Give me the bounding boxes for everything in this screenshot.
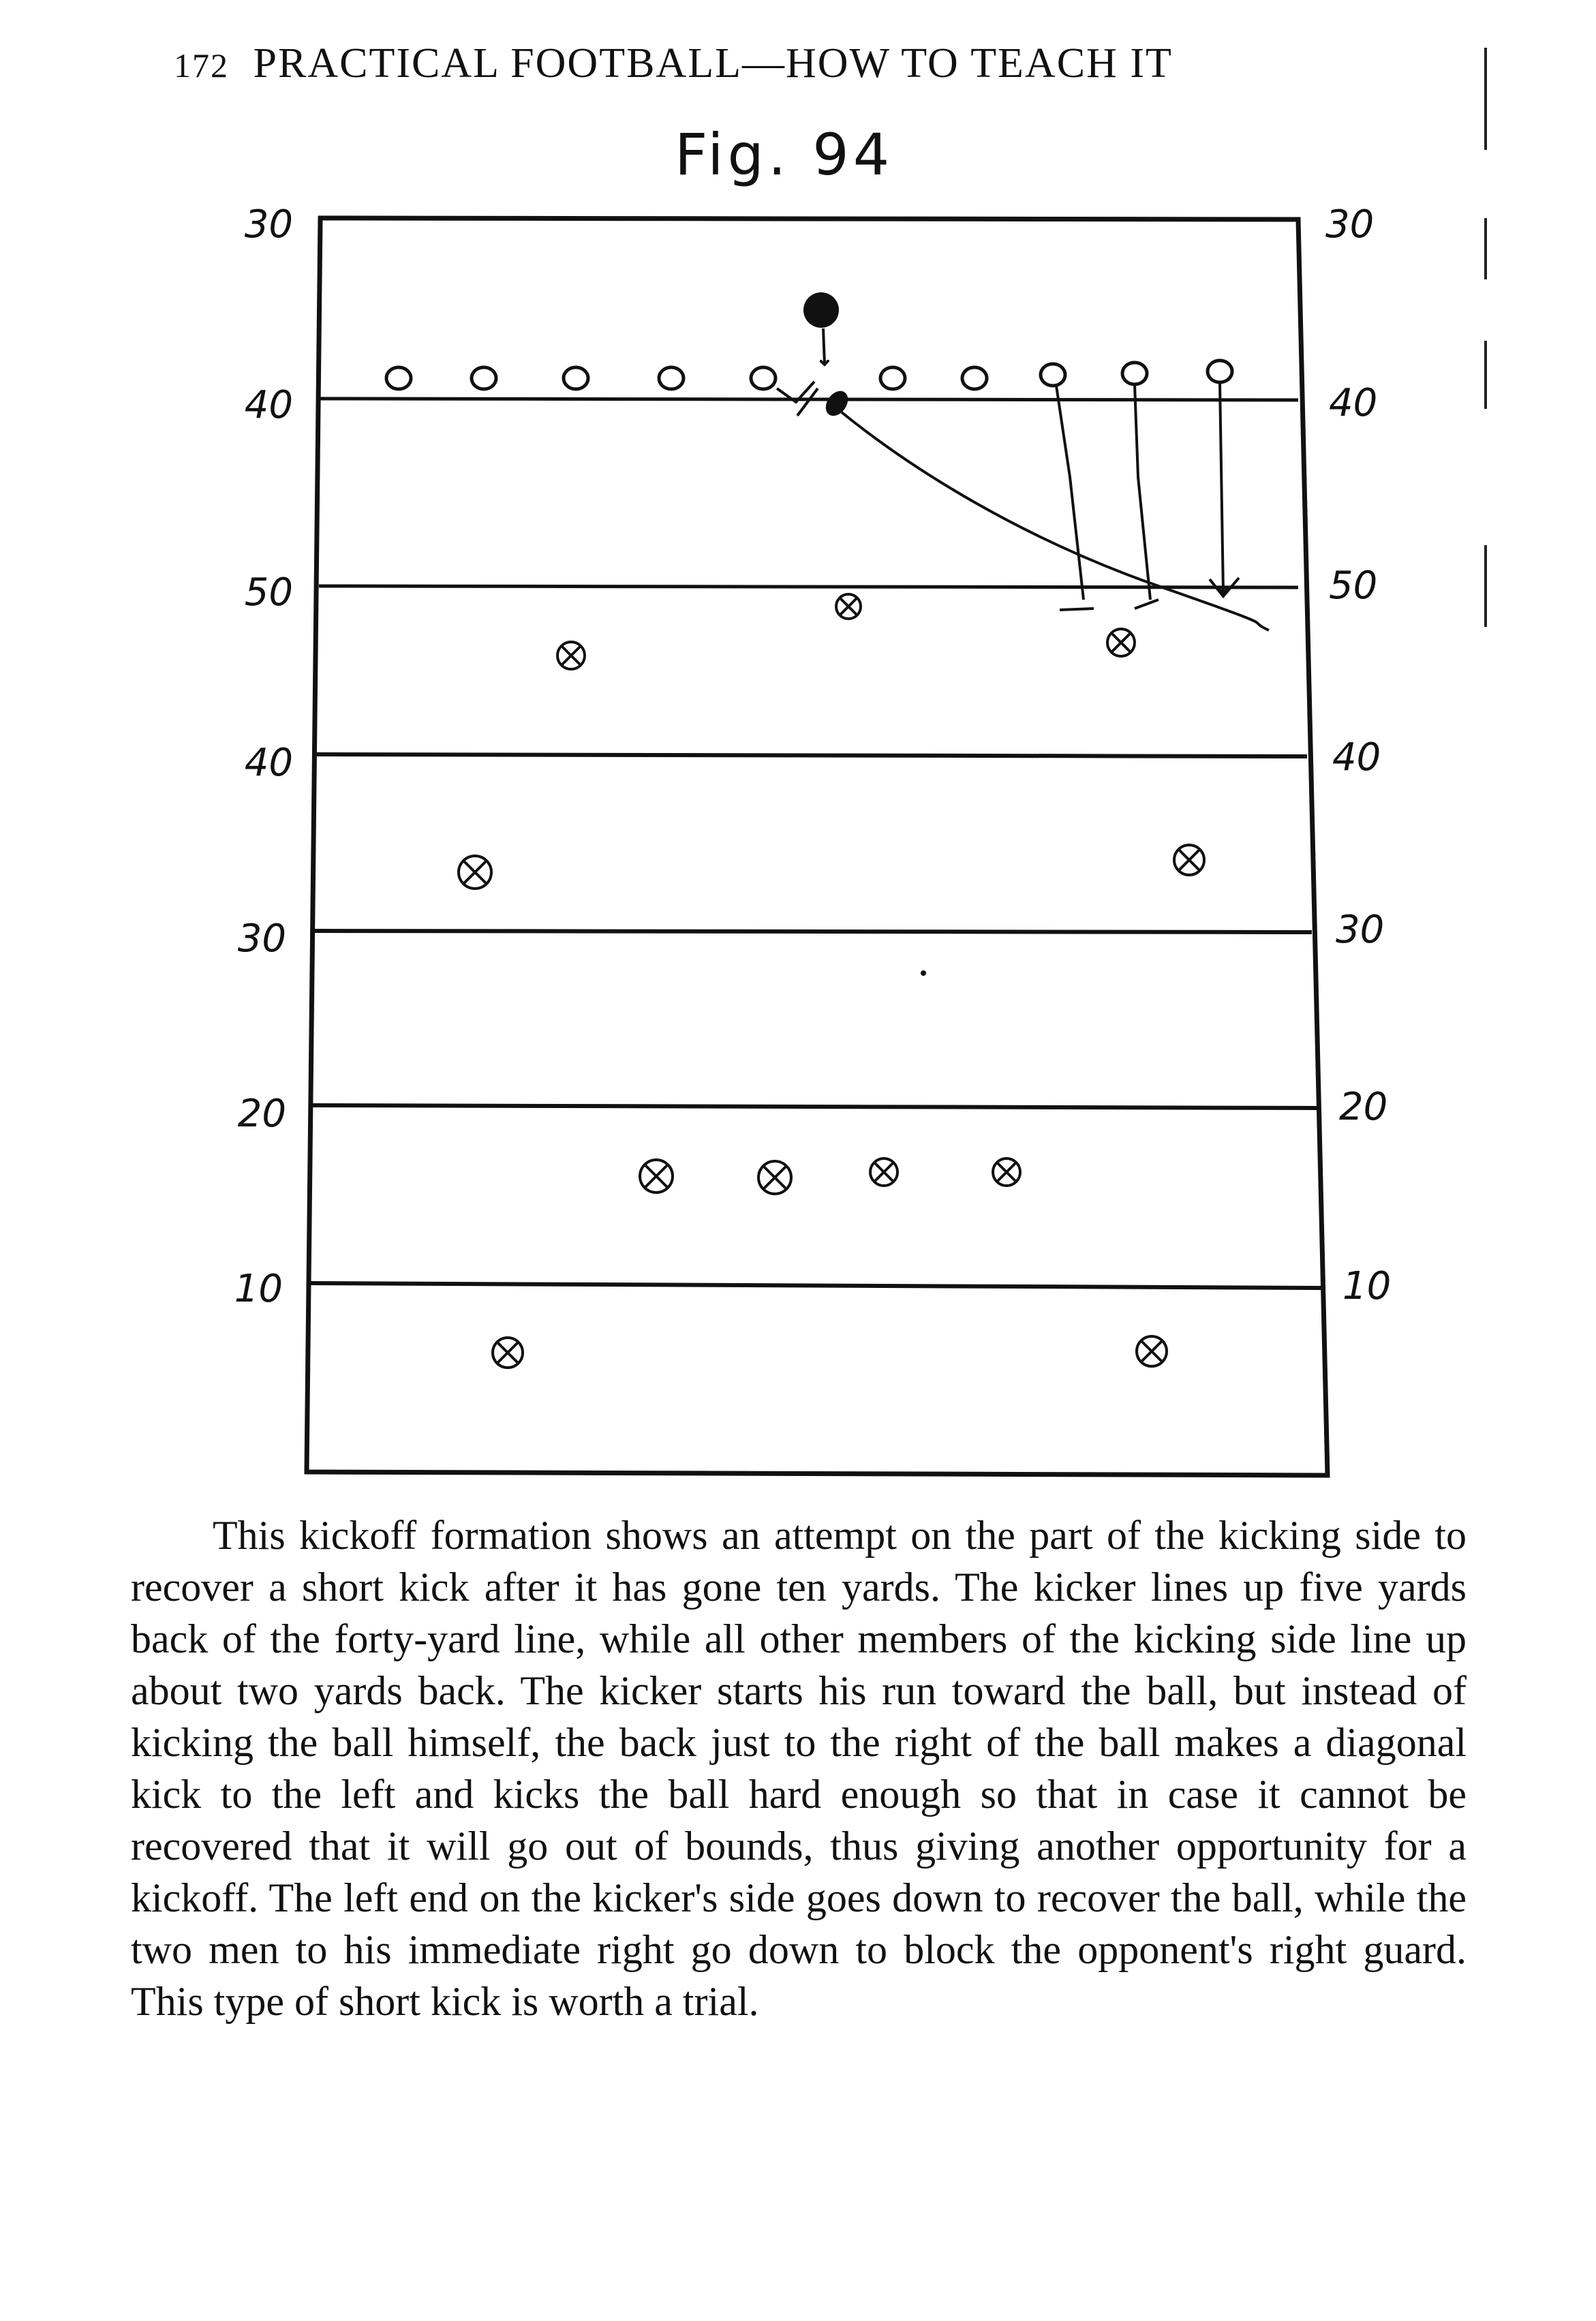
margin-rule	[1484, 218, 1487, 279]
margin-rule	[1484, 545, 1487, 627]
receiving-player	[459, 856, 491, 889]
yard-label-left: 10	[234, 1267, 283, 1311]
yard-line-40-bottom	[317, 754, 1307, 756]
figure-caption	[131, 1509, 1467, 2027]
kicking-player	[564, 367, 588, 389]
coverage-paths	[1056, 383, 1239, 610]
yard-label-right: 50	[1329, 564, 1378, 608]
blocker-path	[1135, 384, 1158, 609]
yard-label-right: 40	[1332, 735, 1381, 780]
yard-line-20	[312, 1105, 1317, 1108]
yard-line-30	[315, 931, 1312, 932]
left-end-path	[1220, 383, 1223, 593]
receiving-player	[640, 1160, 673, 1193]
yard-label-left: 40	[244, 741, 293, 785]
yard-label-left: 20	[237, 1092, 286, 1136]
kicking-player	[472, 367, 496, 389]
kicking-player	[1122, 363, 1147, 384]
receiving-player	[870, 1158, 897, 1186]
kicking-player	[1041, 364, 1065, 386]
caption-text: This kickoff formation shows an attempt on the part of the kicking side to recover a short kick after it has gone ten yards. The kicker lines up five yards back of the forty-yard line, while all other members of the kicking side line up about two yards back. The kicker starts his run toward the ball, but instead of kicking the ball himself, the back just to the right of the ball makes a diagonal kick to the left and kicks the ball hard enough so that in case it cannot be recovered that it will go out of bounds, thus giving another opportunity for a kickoff. The left end on the kicker's side goes down to recover the ball, while the two men to his immediate right go down to block the opponent's right guard. This type of short kick is worth a trial.	[131, 1513, 1467, 2024]
kicking-player	[659, 367, 684, 389]
kicking-player	[1208, 360, 1232, 382]
receiving-side-players	[459, 594, 1204, 1368]
yard-line-50	[319, 586, 1298, 587]
yard-label-right: 10	[1342, 1264, 1392, 1308]
receiving-player	[557, 642, 585, 669]
yard-label-right: 30	[1336, 908, 1385, 952]
kicking-player	[880, 367, 905, 389]
margin-rule	[1484, 341, 1487, 409]
yard-label-right: 40	[1329, 381, 1378, 425]
yard-line-10	[310, 1283, 1322, 1288]
stray-dot	[921, 970, 926, 976]
yard-label-right: 30	[1325, 202, 1375, 247]
margin-rule	[1484, 48, 1487, 150]
kicking-player	[751, 367, 776, 389]
yard-label-left: 30	[237, 917, 286, 961]
kick-trajectory	[842, 412, 1269, 630]
receiving-player	[1174, 845, 1204, 875]
yard-label-left: 40	[244, 383, 293, 427]
receiving-player	[836, 594, 861, 619]
blocker-path	[1056, 386, 1094, 610]
receiving-player	[758, 1161, 791, 1194]
ball-marker	[821, 387, 853, 420]
page-number: 172	[174, 46, 229, 84]
yard-label-left: 50	[244, 570, 293, 615]
kicking-player	[962, 367, 987, 389]
running-title: PRACTICAL FOOTBALL—HOW TO TEACH IT	[253, 40, 1173, 87]
yard-label-right: 20	[1339, 1085, 1388, 1129]
receiving-player	[493, 1338, 523, 1368]
yard-label-left: 30	[244, 202, 293, 247]
kicking-side-players	[386, 360, 1232, 389]
receiving-player	[1107, 629, 1135, 656]
kicker-marker	[803, 292, 839, 328]
receiving-player	[1137, 1336, 1167, 1366]
kicking-player	[386, 367, 411, 389]
figure-label: Fig. 94	[675, 121, 894, 188]
receiving-player	[993, 1158, 1020, 1186]
kicker-run-arrow	[823, 328, 825, 365]
